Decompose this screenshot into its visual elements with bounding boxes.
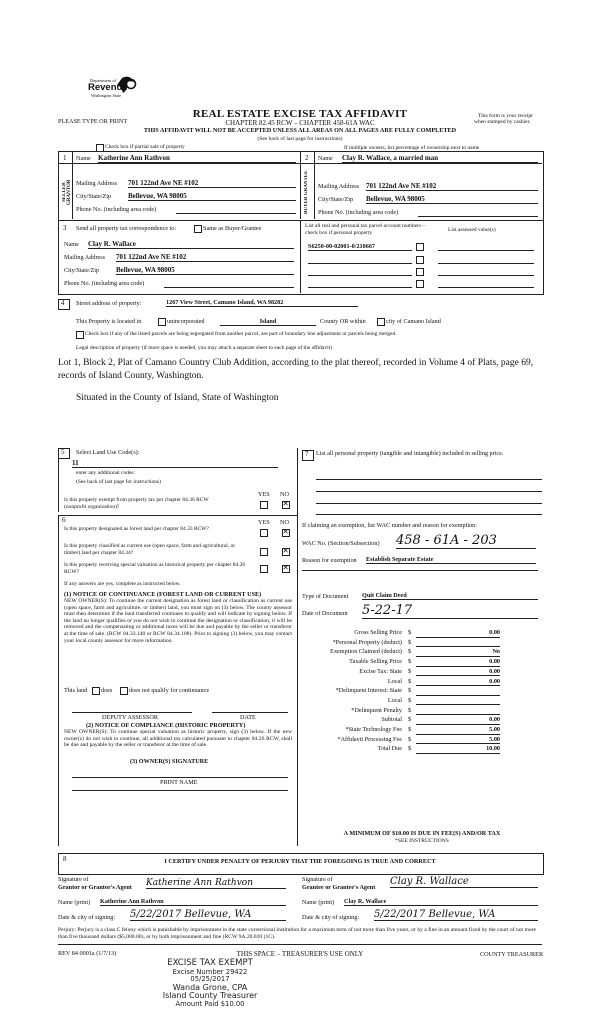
fee-label: Local bbox=[387, 677, 402, 685]
not-accepted-notice: THIS AFFIDAVIT WILL NOT BE ACCEPTED UNLESS ALL AREAS ON ALL PAGES ARE FULLY COMPLETED bbox=[143, 127, 457, 134]
buyer-phone-field[interactable] bbox=[418, 208, 538, 217]
fee-label: Subtotal bbox=[381, 716, 402, 724]
buyer-city-field[interactable]: Bellevue, WA 98005 bbox=[366, 195, 538, 204]
county-treasurer-label: COUNTY TREASURER bbox=[480, 951, 544, 958]
seller-mailing-field[interactable]: 701 122nd Ave NE #102 bbox=[128, 179, 296, 188]
exempt-question: Is this property exempt from property tax per chapter 84.36 RCW (nonprofit organization)? bbox=[64, 497, 209, 510]
grantor-signature-label-2: Grantor or Grantor's Agent bbox=[58, 884, 132, 891]
historic-no-checkbox[interactable] bbox=[282, 565, 290, 573]
unincorporated-checkbox[interactable] bbox=[158, 318, 166, 326]
forest-yes-checkbox[interactable] bbox=[260, 529, 268, 537]
grantor-name-label: Name (print) bbox=[58, 899, 91, 906]
sec6-yes-header: YES bbox=[258, 519, 270, 526]
fee-label: *Delinquent Penalty bbox=[351, 706, 402, 714]
buyer-phone-label: Phone No. (including area code) bbox=[318, 209, 399, 216]
seller-grantor-label: SELLER GRANTOR bbox=[62, 179, 72, 206]
situated-text: Situated in the County of Island, State of Washington bbox=[76, 393, 279, 403]
notice-continuance-text: NEW OWNER(S): To continue the current designation as forest land or classification as current use (open space, farm and agriculture, or timber) land, you must sign on (3) below. The county assessor must then determine if the land transferred continues to qualify and will indicate by signing below. If the land no longer qualifies or you do not wish to continue the designation or classification, it will be removed and the compensating or additional taxes will be due and payable by the seller or transferor at the time of sale. (RCW 84.33.140 or RCW 84.34.108). Prior to signing (3) below, you may contact your local county assessor for more information. bbox=[64, 598, 292, 644]
fee-value-field[interactable] bbox=[416, 687, 500, 696]
parcel-3-personal-checkbox[interactable] bbox=[416, 268, 424, 276]
fee-dollar-sign: $ bbox=[408, 658, 412, 666]
sec5-yes-header: YES bbox=[258, 491, 270, 498]
additional-codes-label: enter any additional codes: bbox=[76, 470, 136, 476]
form-chapter: CHAPTER 82.45 RCW – CHAPTER 458-61A WAC bbox=[225, 119, 375, 127]
fee-dollar-sign: $ bbox=[408, 696, 412, 704]
land-use-see-back: (See back of last page for instructions) bbox=[76, 479, 161, 485]
stamp-line-5: Island County Treasurer bbox=[162, 991, 258, 1001]
same-as-buyer-checkbox[interactable] bbox=[194, 225, 202, 233]
grantee-date-city-label: Date & city of signing: bbox=[302, 914, 360, 921]
county-field[interactable]: Island bbox=[220, 318, 316, 326]
stamp-line-4: Wanda Grone, CPA bbox=[172, 982, 248, 992]
exemption-reason-field[interactable]: Establish Separate Estate bbox=[366, 556, 536, 564]
stamp-line-2: Excise Number 29422 bbox=[172, 967, 248, 976]
tax-city-label: City/State/Zip bbox=[64, 267, 100, 274]
street-address-field[interactable]: 1267 View Street, Camano Island, WA 98282 bbox=[166, 299, 358, 307]
stamp-line-6: Amount Paid $10.00 bbox=[175, 1000, 245, 1009]
section-7-number: 7 bbox=[305, 450, 309, 458]
fee-dollar-sign: $ bbox=[408, 745, 412, 753]
fee-value-field[interactable]: 0.00 bbox=[416, 716, 500, 725]
grantee-name-label: Name (print) bbox=[302, 899, 335, 906]
street-address-label: Street address of property: bbox=[76, 300, 142, 307]
fee-value-field[interactable]: 5.00 bbox=[416, 726, 500, 735]
owner-print-name-label: PRINT NAME bbox=[160, 779, 198, 786]
fee-dollar-sign: $ bbox=[408, 735, 412, 743]
deputy-date-label: DATE bbox=[240, 714, 256, 721]
tax-phone-field[interactable] bbox=[164, 279, 294, 288]
wac-number-label: WAC No. (Section/Subsection) bbox=[302, 540, 380, 547]
assessed-value-4[interactable] bbox=[438, 280, 534, 288]
document-type-field[interactable]: Quit Claim Deed bbox=[362, 592, 538, 600]
parcel-1-personal-checkbox[interactable] bbox=[416, 243, 424, 251]
document-type-label: Type of Document bbox=[302, 593, 349, 600]
fee-value-field[interactable]: 0.00 bbox=[416, 629, 500, 638]
treasurer-stamp bbox=[140, 959, 280, 1009]
fee-label: Total Due bbox=[377, 745, 402, 753]
same-as-buyer-label: Same as Buyer/Grantee bbox=[203, 225, 262, 232]
fee-label: Taxable Selling Price bbox=[349, 658, 402, 666]
fee-value-field[interactable]: 0.00 bbox=[416, 668, 500, 677]
fee-label: Gross Selling Price bbox=[354, 629, 402, 636]
fee-dollar-sign: $ bbox=[408, 667, 412, 675]
tax-phone-label: Phone No. (including area code) bbox=[64, 280, 145, 287]
section-3-number: 3 bbox=[63, 224, 67, 232]
receipt-note-2: when stamped by cashier. bbox=[474, 119, 531, 125]
treasurer-use-only: THIS SPACE – TREASURER'S USE ONLY bbox=[236, 950, 364, 958]
buyer-name-label: Name bbox=[318, 155, 333, 162]
fee-label: *Delinquent Interest: State bbox=[335, 687, 402, 695]
tax-city-field[interactable]: Bellevue, WA 98005 bbox=[116, 266, 294, 275]
fee-label: *Personal Property (deduct) bbox=[332, 638, 402, 646]
section-8-number: 8 bbox=[63, 855, 67, 863]
agency-state: Washington State bbox=[91, 93, 122, 98]
agency-name: Revenue bbox=[88, 82, 128, 93]
fee-dollar-sign: $ bbox=[408, 648, 412, 656]
form-revision: REV 84 0001a (1/7/13) bbox=[58, 950, 117, 957]
grantor-date-city-field[interactable]: 5/22/2017 Bellevue, WA bbox=[130, 909, 286, 921]
land-does-not-label: does not qualify for continuance bbox=[129, 687, 210, 694]
tax-mailing-label: Mailing Address bbox=[64, 254, 106, 261]
current-use-no-checkbox[interactable] bbox=[282, 548, 290, 556]
fee-value-field[interactable] bbox=[416, 639, 500, 648]
owner-signature-label: (3) OWNER(S) SIGNATURE bbox=[130, 758, 209, 765]
segregated-label: Check box if any of the listed parcels are being segregated from another parcel, are part of boundary line adjustment or parcels being merged. bbox=[85, 331, 397, 337]
exemption-reason-label: Reason for exemption bbox=[302, 557, 357, 564]
grantor-name-field[interactable]: Katherine Ann Rathvon bbox=[100, 898, 286, 906]
land-does-checkbox[interactable] bbox=[92, 687, 100, 695]
legal-description-text[interactable]: Lot 1, Block 2, Plat of Camano Country Club Addition, according to the plat thereof, recorded in Volume 4 of Plats, page 69, records of Island County, Washington. bbox=[58, 358, 534, 381]
fee-value-field[interactable]: 0.00 bbox=[416, 658, 500, 667]
send-correspondence-label: Send all property tax correspondence to: bbox=[76, 225, 177, 232]
certify-statement: I CERTIFY UNDER PENALTY OF PERJURY THAT THE FOREGOING IS TRUE AND CORRECT bbox=[164, 858, 436, 865]
deputy-assessor-label: DEPUTY ASSESSOR bbox=[102, 714, 158, 721]
fee-label: Excise Tax: State bbox=[359, 667, 402, 675]
fee-value-field[interactable]: No bbox=[416, 648, 500, 657]
fee-dollar-sign: $ bbox=[408, 706, 412, 714]
this-land-label: This land bbox=[64, 687, 88, 694]
assessed-value-header: List assessed value(s) bbox=[448, 227, 496, 233]
grantee-signature-label-1: Signature of bbox=[302, 876, 333, 883]
multiple-owners-note: If multiple owners, list percentage of ownership next to name bbox=[344, 145, 480, 151]
section-2-number: 2 bbox=[305, 154, 309, 162]
buyer-city-label: City/State/Zip bbox=[318, 196, 354, 203]
fee-dollar-sign: $ bbox=[408, 677, 412, 685]
receipt-note-1: This form is your receipt bbox=[478, 113, 533, 119]
please-type: PLEASE TYPE OR PRINT bbox=[58, 118, 128, 125]
tax-name-field[interactable]: Clay R. Wallace bbox=[88, 240, 294, 249]
document-date-field[interactable]: 5-22-17 bbox=[362, 603, 538, 619]
fee-dollar-sign: $ bbox=[408, 716, 412, 724]
assessed-value-3[interactable] bbox=[438, 268, 534, 276]
buyer-mailing-field[interactable]: 701 122nd Ave NE #102 bbox=[366, 182, 538, 191]
form-title: REAL ESTATE EXCISE TAX AFFIDAVIT bbox=[192, 108, 408, 120]
partial-sale-label: Check box if partial sale of property bbox=[105, 144, 185, 150]
stamp-line-1: EXCISE TAX EXEMPT bbox=[167, 958, 253, 968]
grantor-date-city-label: Date & city of signing: bbox=[58, 914, 116, 921]
sec5-no-header: NO bbox=[280, 491, 289, 498]
see-back-instructions: (See back of last page for instructions) bbox=[257, 136, 343, 142]
exemption-claim-label: If claiming an exemption, list WAC number and reason for exemption: bbox=[302, 522, 477, 529]
fee-label: *Affidavit Processing Fee bbox=[337, 735, 402, 743]
parcel-number-field-2[interactable] bbox=[308, 256, 412, 264]
buyer-mailing-label: Mailing Address bbox=[318, 183, 360, 190]
historic-question: Is this property receiving special valuation as historical property per chapter 84.26 RCW? bbox=[64, 562, 246, 575]
agency-dept: Department of bbox=[90, 78, 117, 83]
section-4-number: 4 bbox=[61, 299, 65, 307]
segregated-checkbox[interactable] bbox=[76, 331, 84, 339]
notice-compliance-title: (2) NOTICE OF COMPLIANCE (HISTORIC PROPERTY) bbox=[86, 722, 246, 729]
parcel-2-personal-checkbox[interactable] bbox=[416, 256, 424, 264]
fee-value-field[interactable] bbox=[416, 697, 500, 706]
grantor-signature-label-1: Signature of bbox=[58, 876, 89, 883]
agency-logo bbox=[86, 72, 146, 102]
city-of-label: city of Camano Island bbox=[386, 318, 441, 325]
grantee-date-city-field[interactable]: 5/22/2017 Bellevue, WA bbox=[374, 909, 538, 921]
fee-dollar-sign: $ bbox=[408, 638, 412, 646]
historic-yes-checkbox[interactable] bbox=[260, 565, 268, 573]
see-instructions-note: *SEE INSTRUCTIONS bbox=[395, 838, 449, 844]
fee-value-field[interactable]: 5.00 bbox=[416, 736, 500, 745]
minimum-due-notice: A MINIMUM OF $10.00 IS DUE IN FEE(S) AND/OR TAX bbox=[343, 830, 501, 837]
if-yes-note: If any answers are yes, complete as instructed below. bbox=[64, 581, 181, 587]
seller-phone-label: Phone No. (including area code) bbox=[76, 206, 157, 213]
exempt-no-checkbox[interactable] bbox=[282, 501, 290, 509]
parcel-number-field-4[interactable] bbox=[308, 280, 412, 288]
located-in-label: This Property is located in bbox=[76, 318, 142, 325]
section-5-number: 5 bbox=[61, 448, 65, 456]
seller-name-label: Name bbox=[76, 155, 91, 162]
seller-phone-field[interactable] bbox=[176, 205, 296, 214]
seller-mailing-label: Mailing Address bbox=[76, 180, 118, 187]
section-6-number: 6 bbox=[62, 516, 66, 524]
sec6-no-header: NO bbox=[280, 519, 289, 526]
current-use-question: Is this property classified as current use (open space, farm and agricultural, or timber) land per chapter 84.34? bbox=[64, 543, 236, 556]
parcel-list-header: List all real and personal tax parcel account numbers – check box if personal property bbox=[305, 223, 426, 236]
legal-description-label: Legal description of property (if more space is needed, you may attach a separate sheet to each page of the affidavit) bbox=[76, 345, 332, 351]
fee-dollar-sign: $ bbox=[408, 629, 412, 636]
land-does-label: does bbox=[101, 687, 113, 694]
forest-land-question: Is this property designated as forest land per chapter 84.33 RCW? bbox=[64, 526, 209, 532]
grantee-signature-label-2: Grantee or Grantee's Agent bbox=[302, 884, 376, 891]
parcel-number-field-3[interactable] bbox=[308, 268, 412, 276]
fee-dollar-sign: $ bbox=[408, 726, 412, 733]
assessed-value-1[interactable] bbox=[438, 243, 534, 251]
county-or-within-label: County OR within bbox=[320, 318, 366, 325]
grantee-name-field[interactable]: Clay R. Wallace bbox=[344, 898, 538, 906]
tax-name-label: Name bbox=[64, 241, 79, 248]
grantor-signature-field[interactable]: Katherine Ann Rathvon bbox=[146, 878, 286, 889]
personal-property-label: List all personal property (tangible and intangible) included in selling price. bbox=[316, 450, 504, 457]
parcel-4-personal-checkbox[interactable] bbox=[416, 280, 424, 288]
parcel-number-field[interactable]: S6250-00-02001-0/210667 bbox=[308, 243, 412, 251]
perjury-notice: Perjury: Perjury is a class C felony which is punishable by imprisonment in the state correctional institution for a maximum term of not more than five years, or by a fine in an amount fixed by the court of not more than five thousand dollars ($5,000.00), or by both imprisonment and fine (RCW 9A.20.020 (1C). bbox=[58, 927, 536, 940]
tax-mailing-field[interactable]: 701 122nd Ave NE #102 bbox=[116, 253, 294, 262]
wac-number-field[interactable]: 458 - 61A - 203 bbox=[396, 533, 536, 549]
document-date-label: Date of Document bbox=[302, 610, 348, 617]
stamp-line-3: 05/25/2017 bbox=[190, 975, 230, 984]
assessed-value-2[interactable] bbox=[438, 256, 534, 264]
fee-label: Local bbox=[387, 696, 402, 704]
notice-continuance-title: (1) NOTICE OF CONTINUANCE (FOREST LAND OR CURRENT USE) bbox=[64, 591, 262, 598]
seller-name-field[interactable]: Katherine Ann Rathvon bbox=[98, 154, 296, 163]
unincorporated-label: unincorporated bbox=[167, 318, 205, 325]
exempt-yes-checkbox[interactable] bbox=[260, 501, 268, 509]
fee-value-field[interactable]: 10.00 bbox=[416, 745, 500, 754]
seller-city-field[interactable]: Bellevue, WA 98005 bbox=[128, 192, 296, 201]
city-of-checkbox[interactable] bbox=[377, 318, 385, 326]
fee-label: *State Technology Fee bbox=[345, 726, 402, 733]
fee-dollar-sign: $ bbox=[408, 687, 412, 695]
fee-value-field[interactable]: 0.00 bbox=[416, 678, 500, 687]
current-use-yes-checkbox[interactable] bbox=[260, 548, 268, 556]
seller-city-label: City/State/Zip bbox=[76, 193, 112, 200]
notice-compliance-text: NEW OWNER(S): To continue special valuation as historic property, sign (3) below. If the new owner(s) do not wish to continue, all additional tax calculated pursuant to chapter 84.26 RCW, shall be due and payable by the seller or transferor at the time of sale. bbox=[64, 729, 292, 749]
section-1-number: 1 bbox=[63, 154, 67, 162]
land-use-field[interactable]: 11 bbox=[72, 459, 278, 468]
grantee-signature-field[interactable]: Clay R. Wallace bbox=[390, 876, 538, 888]
fee-label: Exemption Claimed (deduct) bbox=[330, 648, 402, 656]
buyer-grantee-label: BUYER GRANTEE bbox=[304, 170, 309, 215]
land-use-label: Select Land Use Code(s): bbox=[76, 449, 140, 456]
forest-no-checkbox[interactable] bbox=[282, 529, 290, 537]
fee-value-field[interactable] bbox=[416, 707, 500, 716]
land-does-not-checkbox[interactable] bbox=[120, 687, 128, 695]
buyer-name-field[interactable]: Clay R. Wallace, a married man bbox=[342, 154, 538, 163]
